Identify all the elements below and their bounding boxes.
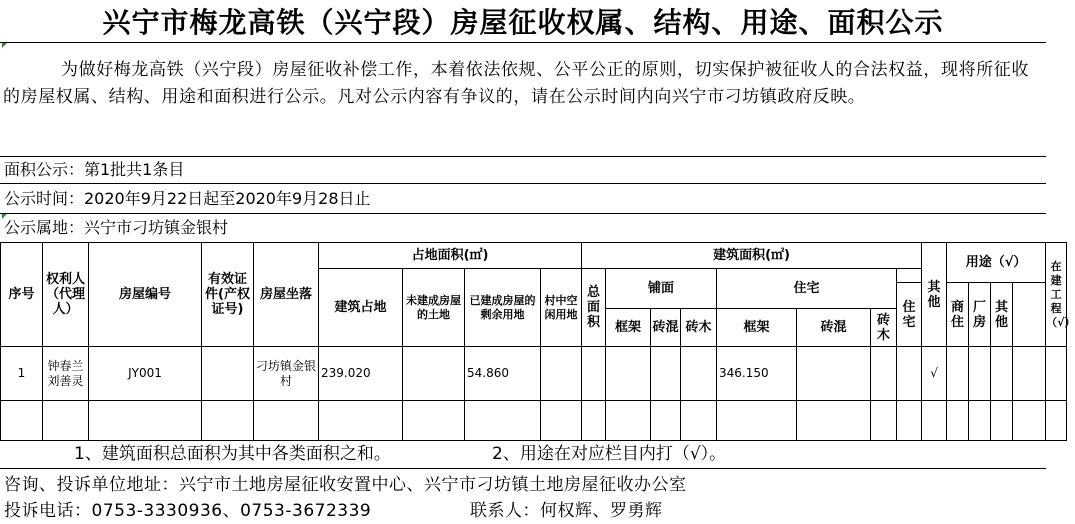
cell-other-area [897, 347, 922, 401]
header-use-commercial: 商住 [947, 283, 969, 347]
header-total-area: 总面积 [582, 269, 606, 347]
cell-remarks [1046, 347, 1067, 401]
cell-under-construction [1013, 347, 1046, 401]
contact-phone: 投诉电话：0753-3330936、0753-3672339 [4, 501, 372, 521]
cell-shop-brick-wood [681, 347, 717, 401]
header-res-frame: 框架 [717, 309, 797, 347]
cell-use-other [991, 347, 1013, 401]
header-use-other: 其他 [991, 283, 1013, 347]
header-shop-brick-wood: 砖木 [681, 309, 717, 347]
notes-row [0, 440, 1046, 468]
cell-marker-icon [2, 214, 7, 219]
table-row-empty [1, 401, 1067, 441]
cell-seq: 1 [1, 347, 43, 401]
header-use-residence: 住宅 [897, 283, 922, 347]
cell-house-no: JY001 [89, 347, 202, 401]
cell-owner: 钟春兰 刘善灵 [43, 347, 89, 401]
header-unbuilt-land: 未建成房屋的土地 [403, 269, 465, 347]
cell-marker-icon [2, 43, 7, 48]
header-shop-frame: 框架 [606, 309, 651, 347]
cell-res-frame: 346.150 [717, 347, 797, 401]
expropriation-table [0, 242, 1075, 441]
cell-use-factory [969, 347, 991, 401]
header-use-factory: 厂房 [969, 283, 991, 347]
cell-total-area [582, 347, 606, 401]
header-usage: 用途（√） [947, 243, 1046, 283]
cell-house-location: 刁坊镇金银村 [254, 347, 319, 401]
header-building-land: 建筑占地 [319, 269, 403, 347]
header-residence: 住宅 [717, 269, 897, 309]
header-floor-area: 建筑面积(㎡) [582, 243, 922, 269]
header-seq: 序号 [1, 243, 43, 347]
header-remaining-land: 已建成房屋的剩余用地 [465, 269, 541, 347]
divider [0, 183, 1046, 184]
cell-building-land: 239.020 [319, 347, 403, 401]
note-usage: 2、用途在对应栏目内打（√）。 [492, 444, 727, 464]
notice-period: 公示时间：2020年9月22日起至2020年9月28日止 [4, 189, 371, 208]
cell-shop-frame [606, 347, 651, 401]
cell-use-residence: √ [922, 347, 947, 401]
cell-use-commercial [947, 347, 969, 401]
table-row [1, 347, 1067, 401]
cell-village-idle-land [541, 347, 582, 401]
header-shop-brick-concrete: 砖混 [651, 309, 681, 347]
divider [0, 468, 1046, 469]
area-notice: 面积公示：第1批共1条目 [4, 160, 185, 179]
contact-persons: 联系人：何权辉、罗勇辉 [470, 501, 663, 521]
note-total-area: 1、建筑面积总面积为其中各类面积之和。 [74, 444, 391, 464]
header-other-area: 其他 [922, 243, 947, 347]
cell-res-brick-wood [871, 347, 897, 401]
header-village-idle-land: 村中空闲用地 [541, 269, 582, 347]
header-house-location: 房屋坐落 [254, 243, 319, 347]
contact-address: 咨询、投诉单位地址：兴宁市土地房屋征收安置中心、兴宁市刁坊镇土地房屋征收办公室 [4, 475, 687, 495]
cell-certificate [202, 347, 254, 401]
page-title: 兴宁市梅龙高铁（兴宁段）房屋征收权属、结构、用途、面积公示 [0, 0, 1046, 43]
header-land-area: 占地面积(㎡) [319, 243, 582, 269]
header-under-construction: 在建工程（√） [1046, 243, 1067, 347]
cell-unbuilt-land [403, 347, 465, 401]
divider [0, 213, 1046, 214]
cell-remaining-land: 54.860 [465, 347, 541, 401]
notice-location: 公示属地：兴宁市刁坊镇金银村 [4, 218, 229, 237]
cell-res-brick-concrete [797, 347, 871, 401]
cell-shop-brick-concrete [651, 347, 681, 401]
header-res-brick-concrete: 砖混 [797, 309, 871, 347]
header-certificate: 有效证件(产权证号) [202, 243, 254, 347]
header-owner: 权利人（代理人） [43, 243, 89, 347]
header-shop: 铺面 [606, 269, 717, 309]
intro-paragraph: 为做好梅龙高铁（兴宁段）房屋征收补偿工作，本着依法依规、公平公正的原则，切实保护被征收人的合法权益，现将所征收的房屋权属、结构、用途和面积进行公示。凡对公示内容有争议的，请在公示时间内向兴宁市刁坊镇政府反映。 [3, 60, 1029, 107]
header-house-no: 房屋编号 [89, 243, 202, 347]
header-res-brick-wood: 砖木 [871, 309, 897, 347]
